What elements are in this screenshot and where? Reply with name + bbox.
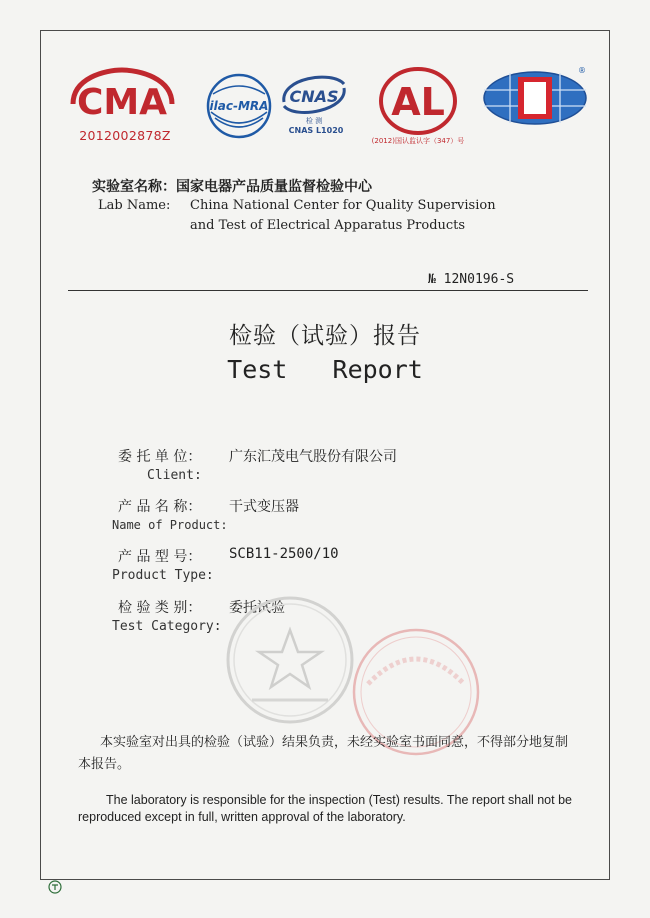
test-category-label-en: Test Category: (112, 619, 222, 634)
disclaimer-en: The laboratory is responsible for the inspection (Test) results. The report shall not be reproduced except in full, written approval of the laboratory. (78, 793, 572, 824)
cnas-sub-cn: 检 测 (305, 117, 323, 125)
embossed-seal-icon (222, 592, 358, 728)
cma-mark: CMA (76, 82, 168, 123)
client-label-en: Client: (147, 468, 202, 483)
lab-name-en-line1 (98, 198, 496, 213)
cal-approval-text: (2012)国认监认字（347）号 (371, 137, 465, 145)
cal-mark: AL (391, 80, 445, 124)
cal-logo-icon (378, 66, 458, 136)
lab-name-en-value: China National Center for Quality Supervision (190, 198, 496, 213)
registered-mark: ® (578, 66, 586, 75)
lab-name-en-label: Lab Name: (98, 198, 171, 213)
product-name-value: 干式变压器 (229, 499, 299, 515)
product-type-value: SCB11-2500/10 (229, 546, 339, 562)
report-title-cn: 检验（试验）报告 (229, 323, 421, 349)
product-type-label-cn: 产 品 型 号： (118, 549, 202, 565)
client-label-cn: 委 托 单 位： (118, 449, 202, 465)
circled-mark-icon (48, 880, 62, 894)
divider (68, 290, 588, 291)
lab-name-en-line2: and Test of Electrical Apparatus Products (190, 218, 466, 233)
product-name-label-en: Name of Product: (112, 518, 228, 532)
report-title-en: Test Report (227, 355, 423, 384)
report-number: № 12N0196-S (428, 272, 515, 287)
lab-name-cn: 实验室名称：国家电器产品质量监督检验中心 (92, 179, 372, 195)
cnas-mark: CNAS (289, 87, 339, 106)
product-name-label-cn: 产 品 名 称： (118, 499, 202, 515)
cqc-globe-logo-icon (482, 70, 588, 126)
test-category-value: 委托试验 (229, 600, 285, 616)
cnas-logo-icon (278, 72, 350, 118)
disclaimer-cn: 本实验室对出具的检验（试验）结果负责，未经实验室书面同意，不得部分地复制本报告。 (78, 735, 569, 772)
test-category-label-cn: 检 验 类 别： (118, 600, 202, 616)
product-type-label-en: Product Type: (112, 568, 214, 583)
cma-code: 2012002878Z (79, 128, 171, 143)
cnas-sub-code: CNAS L1020 (288, 126, 344, 135)
ilac-mark: ilac-MRA (209, 99, 269, 113)
client-value: 广东汇茂电气股份有限公司 (229, 449, 397, 465)
ilac-mra-logo-icon (205, 72, 273, 140)
